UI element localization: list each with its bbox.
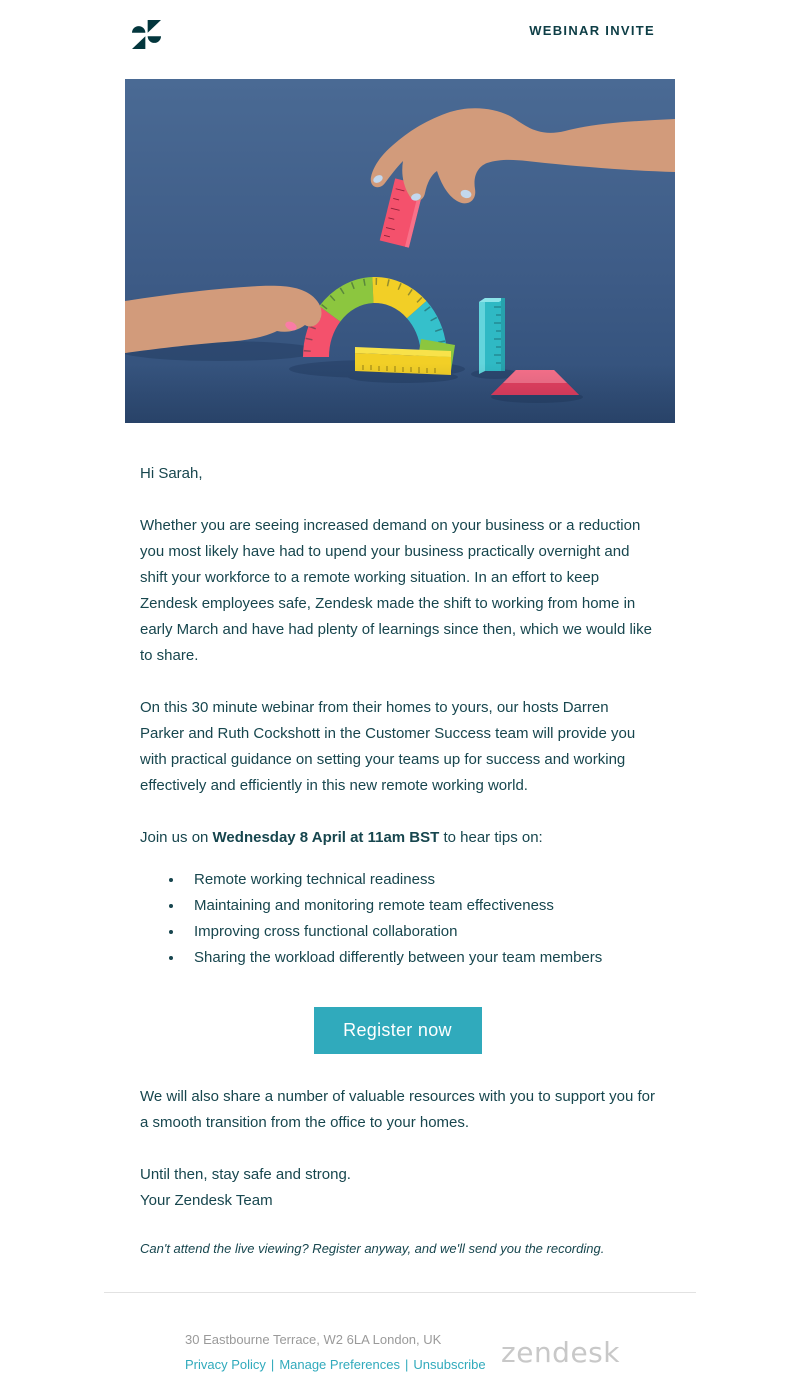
- manage-preferences-link[interactable]: Manage Preferences: [279, 1357, 400, 1372]
- greeting: Hi Sarah,: [140, 465, 203, 482]
- register-now-button[interactable]: Register now: [314, 1007, 482, 1054]
- cta-container: [140, 1007, 655, 1054]
- join-suffix: to hear tips on:: [439, 829, 543, 846]
- closing: [140, 1162, 655, 1214]
- email-container: [100, 0, 700, 1372]
- hero-image: [125, 79, 675, 423]
- join-prefix: Join us on: [140, 829, 213, 846]
- recording-note: Can't attend the live viewing? Register anyway, and we'll send you the recording.: [140, 1241, 605, 1256]
- email-header: [100, 0, 700, 49]
- closing-line-2: Your Zendesk Team: [140, 1192, 273, 1209]
- teal-block: [479, 298, 505, 374]
- list-item: Improving cross functional collaboration: [168, 919, 655, 945]
- footer-links: [185, 1358, 486, 1372]
- company-address: 30 Eastbourne Terrace, W2 6LA London, UK: [185, 1332, 442, 1347]
- list-item: Remote working technical readiness: [168, 867, 655, 893]
- zendesk-wordmark: zendesk: [501, 1335, 620, 1369]
- email-footer: [100, 1293, 700, 1372]
- email-body: [100, 461, 700, 1258]
- join-line: [140, 825, 655, 851]
- paragraph-resources: We will also share a number of valuable resources with you to support you for a smooth transition from the office to your homes.: [140, 1088, 655, 1131]
- webinar-datetime: Wednesday 8 April at 11am BST: [212, 829, 440, 846]
- unsubscribe-link[interactable]: Unsubscribe: [413, 1357, 486, 1372]
- footer-left: [185, 1333, 486, 1372]
- zendesk-logo-icon: [130, 20, 163, 49]
- hero-vignette: [125, 363, 675, 423]
- link-separator: |: [270, 1357, 275, 1372]
- topics-list: [140, 867, 655, 971]
- closing-line-1: Until then, stay safe and strong.: [140, 1166, 351, 1183]
- paragraph-webinar: On this 30 minute webinar from their homes to yours, our hosts Darren Parker and Ruth Cockshott in the Customer Success team will provide you with practical guidance on setting your teams up for success and working effectively and efficiently in this new remote working world.: [140, 699, 636, 794]
- paragraph-intro: Whether you are seeing increased demand on your business or a reduction you most likely have had to upend your business practically overnight and shift your workforce to a remote working situation. In an effort to keep Zendesk employees safe, Zendesk made the shift to working from home in early March and have had plenty of learnings since then, which we would like to share.: [140, 517, 652, 664]
- list-item: Sharing the workload differently between your team members: [168, 945, 655, 971]
- privacy-policy-link[interactable]: Privacy Policy: [185, 1357, 266, 1372]
- link-separator: |: [405, 1357, 409, 1372]
- list-item: Maintaining and monitoring remote team effectiveness: [168, 893, 655, 919]
- webinar-invite-label: WEBINAR INVITE: [529, 23, 655, 38]
